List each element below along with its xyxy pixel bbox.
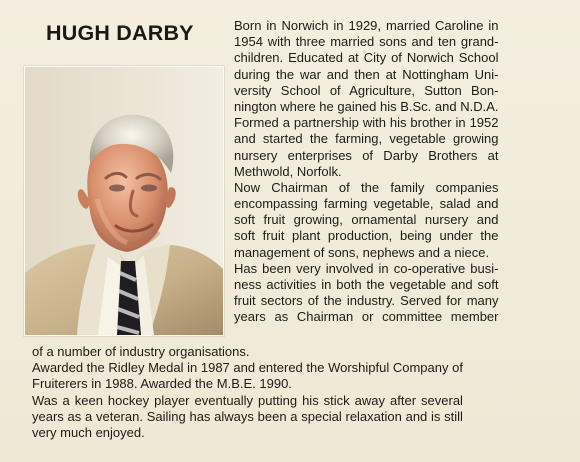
bio-line: and started the farming, vegetable growing xyxy=(234,131,499,147)
bio-line: soft fruit growing, ornamental nursery and xyxy=(234,212,499,228)
biography-full-width xyxy=(32,344,463,441)
bio-line: children. Educated at City of Norwich School xyxy=(234,50,499,66)
bio-line: years as a veteran. Sailing has always been a special relaxation and is still xyxy=(32,408,463,424)
bio-line: Fruiterers in 1988. Awarded the M.B.E. 1990. xyxy=(32,376,292,392)
bio-line: Was a keen hockey player eventually putting his stick away after several xyxy=(32,392,463,408)
bio-line: years as Chairman or committee member xyxy=(234,309,499,325)
bio-line: Methwold, Norfolk. xyxy=(234,163,342,179)
bio-line: of a number of industry organisations. xyxy=(32,344,250,359)
bio-line: very much enjoyed. xyxy=(32,424,145,440)
bio-line: soft fruit plant production, being under the xyxy=(234,228,499,244)
bio-line: Awarded the Ridley Medal in 1987 and entered the Worshipful Company of xyxy=(32,360,463,376)
top-cropped-text xyxy=(33,0,313,6)
portrait-photo xyxy=(24,66,224,336)
bio-line: nington where he gained his B.Sc. and N.D.A. xyxy=(234,98,499,114)
bio-line: nursery enterprises of Darby Brothers at xyxy=(234,147,499,163)
bio-line: 1954 with three married sons and ten grand- xyxy=(234,34,499,50)
bio-line: management of sons, nephews and a niece. xyxy=(234,244,490,260)
bio-line: Now Chairman of the family companies xyxy=(234,179,499,195)
person-name-heading: HUGH DARBY xyxy=(46,21,194,45)
bio-line: during the war and then at Nottingham Uni- xyxy=(234,66,499,82)
bio-line: encompassing farming vegetable, salad and xyxy=(234,196,499,212)
bio-line: versity School of Agriculture, Sutton Bon- xyxy=(234,82,499,98)
bio-line: fruit sectors of the industry. Served for many xyxy=(234,293,499,309)
bio-line: ness activities in both the vegetable and soft xyxy=(234,277,499,292)
bio-line: Formed a partnership with his brother in 1952 xyxy=(234,115,499,131)
bio-line: Has been very involved in co-operative busi- xyxy=(234,260,499,276)
portrait-illustration xyxy=(25,67,223,335)
bio-line: Born in Norwich in 1929, married Caroline in xyxy=(234,18,499,33)
biography-right-column xyxy=(234,18,499,326)
